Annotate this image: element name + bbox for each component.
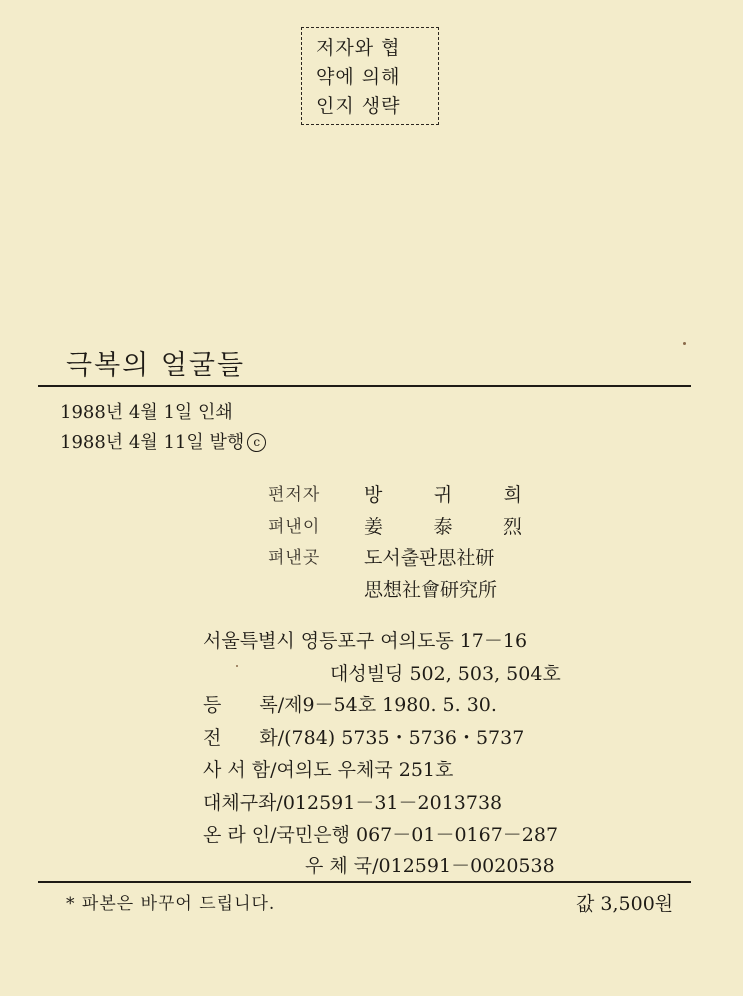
phone: 전 화/(784) 5735・5736・5737 [203,727,525,749]
editor-name [364,480,522,507]
publisher-org-line-2: 思想社會研究所 [364,579,498,601]
publisher-name-char: 烈 [502,516,522,538]
po-box: 사 서 함/여의도 우체국 251호 [203,759,454,781]
seal-line-3: 인지 생략 [316,95,401,117]
publisher-person-name [364,512,522,539]
publish-date: 1988년 4월 11일 발행 [60,432,245,453]
address-line-2: 대성빌딩 502, 503, 504호 [330,663,561,685]
publisher-person-label: 펴낸이 [268,517,321,537]
transfer-account: 대체구좌/012591－31－2013738 [203,792,503,814]
seal-line-2: 약에 의해 [316,66,401,88]
address-line-1: 서울특별시 영등포구 여의도동 17－16 [203,630,528,652]
publish-date-line [60,428,266,454]
defect-notice: * 파본은 바꾸어 드립니다. [66,894,276,914]
publisher-name-char: 姜 [364,516,384,538]
editor-name-char: 희 [503,484,522,506]
seal-line-1: 저자와 협 [316,37,401,59]
registration: 등 록/제9－54호 1980. 5. 30. [203,694,497,716]
copyright-mark: c [247,433,266,452]
paper-speck [683,342,686,345]
paper-speck [236,665,238,667]
editor-name-char: 귀 [433,484,453,506]
publisher-org-label: 펴낸곳 [268,548,321,568]
postal-account: 우 체 국/012591－0020538 [305,855,555,877]
seal-omission-box [301,27,439,125]
top-divider [38,385,691,387]
bottom-divider [38,881,691,883]
book-title: 극복의 얼굴들 [66,350,246,381]
publisher-org-line-1: 도서출판思社研 [364,547,495,569]
print-date: 1988년 4월 1일 인쇄 [60,402,233,423]
online-account: 온 라 인/국민은행 067－01－0167－287 [203,824,559,846]
editor-label: 편저자 [268,485,321,505]
price: 값 3,500원 [576,893,674,915]
editor-name-char: 방 [364,484,383,506]
publisher-name-char: 泰 [433,516,453,538]
